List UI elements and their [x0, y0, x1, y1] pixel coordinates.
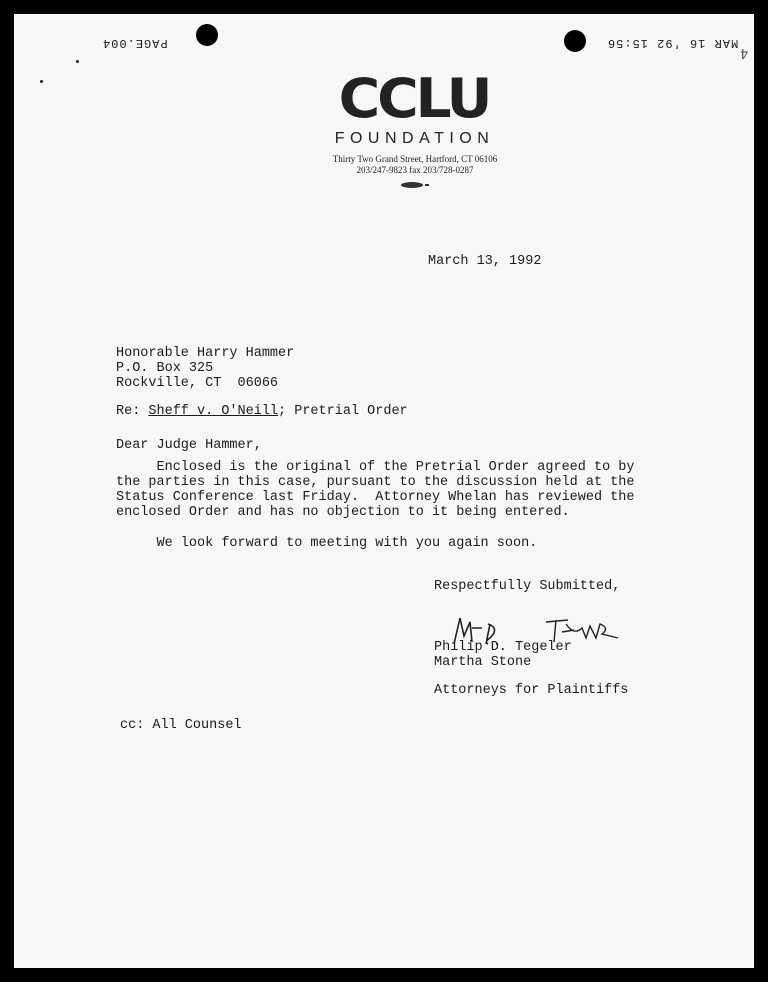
signer-role: Attorneys for Plaintiffs — [434, 683, 629, 698]
letterhead-phones: 203/247-9823 fax 203/728-0287 — [356, 165, 474, 175]
closing: Respectfully Submitted, — [434, 579, 621, 594]
salutation: Dear Judge Hammer, — [116, 438, 262, 453]
punch-hole-right — [564, 30, 586, 52]
logo-foundation: FOUNDATION — [334, 130, 495, 147]
body-line: enclosed Order and has no objection to it being entered. — [116, 505, 570, 520]
union-bug-icon — [399, 181, 431, 189]
re-case: Sheff v. O'Neill — [148, 404, 279, 419]
re-label: Re: — [116, 404, 149, 419]
body-line: the parties in this case, pursuant to the discussion held at the — [116, 475, 635, 490]
logo-text: CCLU — [338, 67, 490, 130]
cclu-logo — [314, 67, 514, 130]
signer-name: Philip D. Tegeler — [434, 640, 572, 655]
speck — [76, 60, 79, 63]
letter-page — [14, 14, 754, 968]
letterhead-address: Thirty Two Grand Street, Hartford, CT 06106 — [332, 154, 498, 164]
cc-line: cc: All Counsel — [120, 718, 242, 733]
signer-name: Martha Stone — [434, 655, 532, 670]
body-line: Enclosed is the original of the Pretrial Order agreed to by — [116, 460, 635, 475]
fax-page-label: PAGE.004 — [102, 36, 168, 50]
punch-hole-left — [196, 24, 218, 46]
recipient-line: P.O. Box 325 — [116, 361, 214, 376]
re-rest: ; Pretrial Order — [278, 404, 408, 419]
body-line: Status Conference last Friday. Attorney Whelan has reviewed the — [116, 490, 635, 505]
letter-date: March 13, 1992 — [428, 254, 542, 269]
fax-page-mark: 4 — [740, 45, 749, 60]
re-line — [116, 404, 408, 419]
speck — [40, 80, 43, 83]
recipient-line: Honorable Harry Hammer — [116, 346, 295, 361]
body-line: We look forward to meeting with you again soon. — [116, 536, 538, 551]
fax-date-time: MAR 16 '92 15:56 — [607, 36, 739, 50]
recipient-line: Rockville, CT 06066 — [116, 376, 279, 391]
